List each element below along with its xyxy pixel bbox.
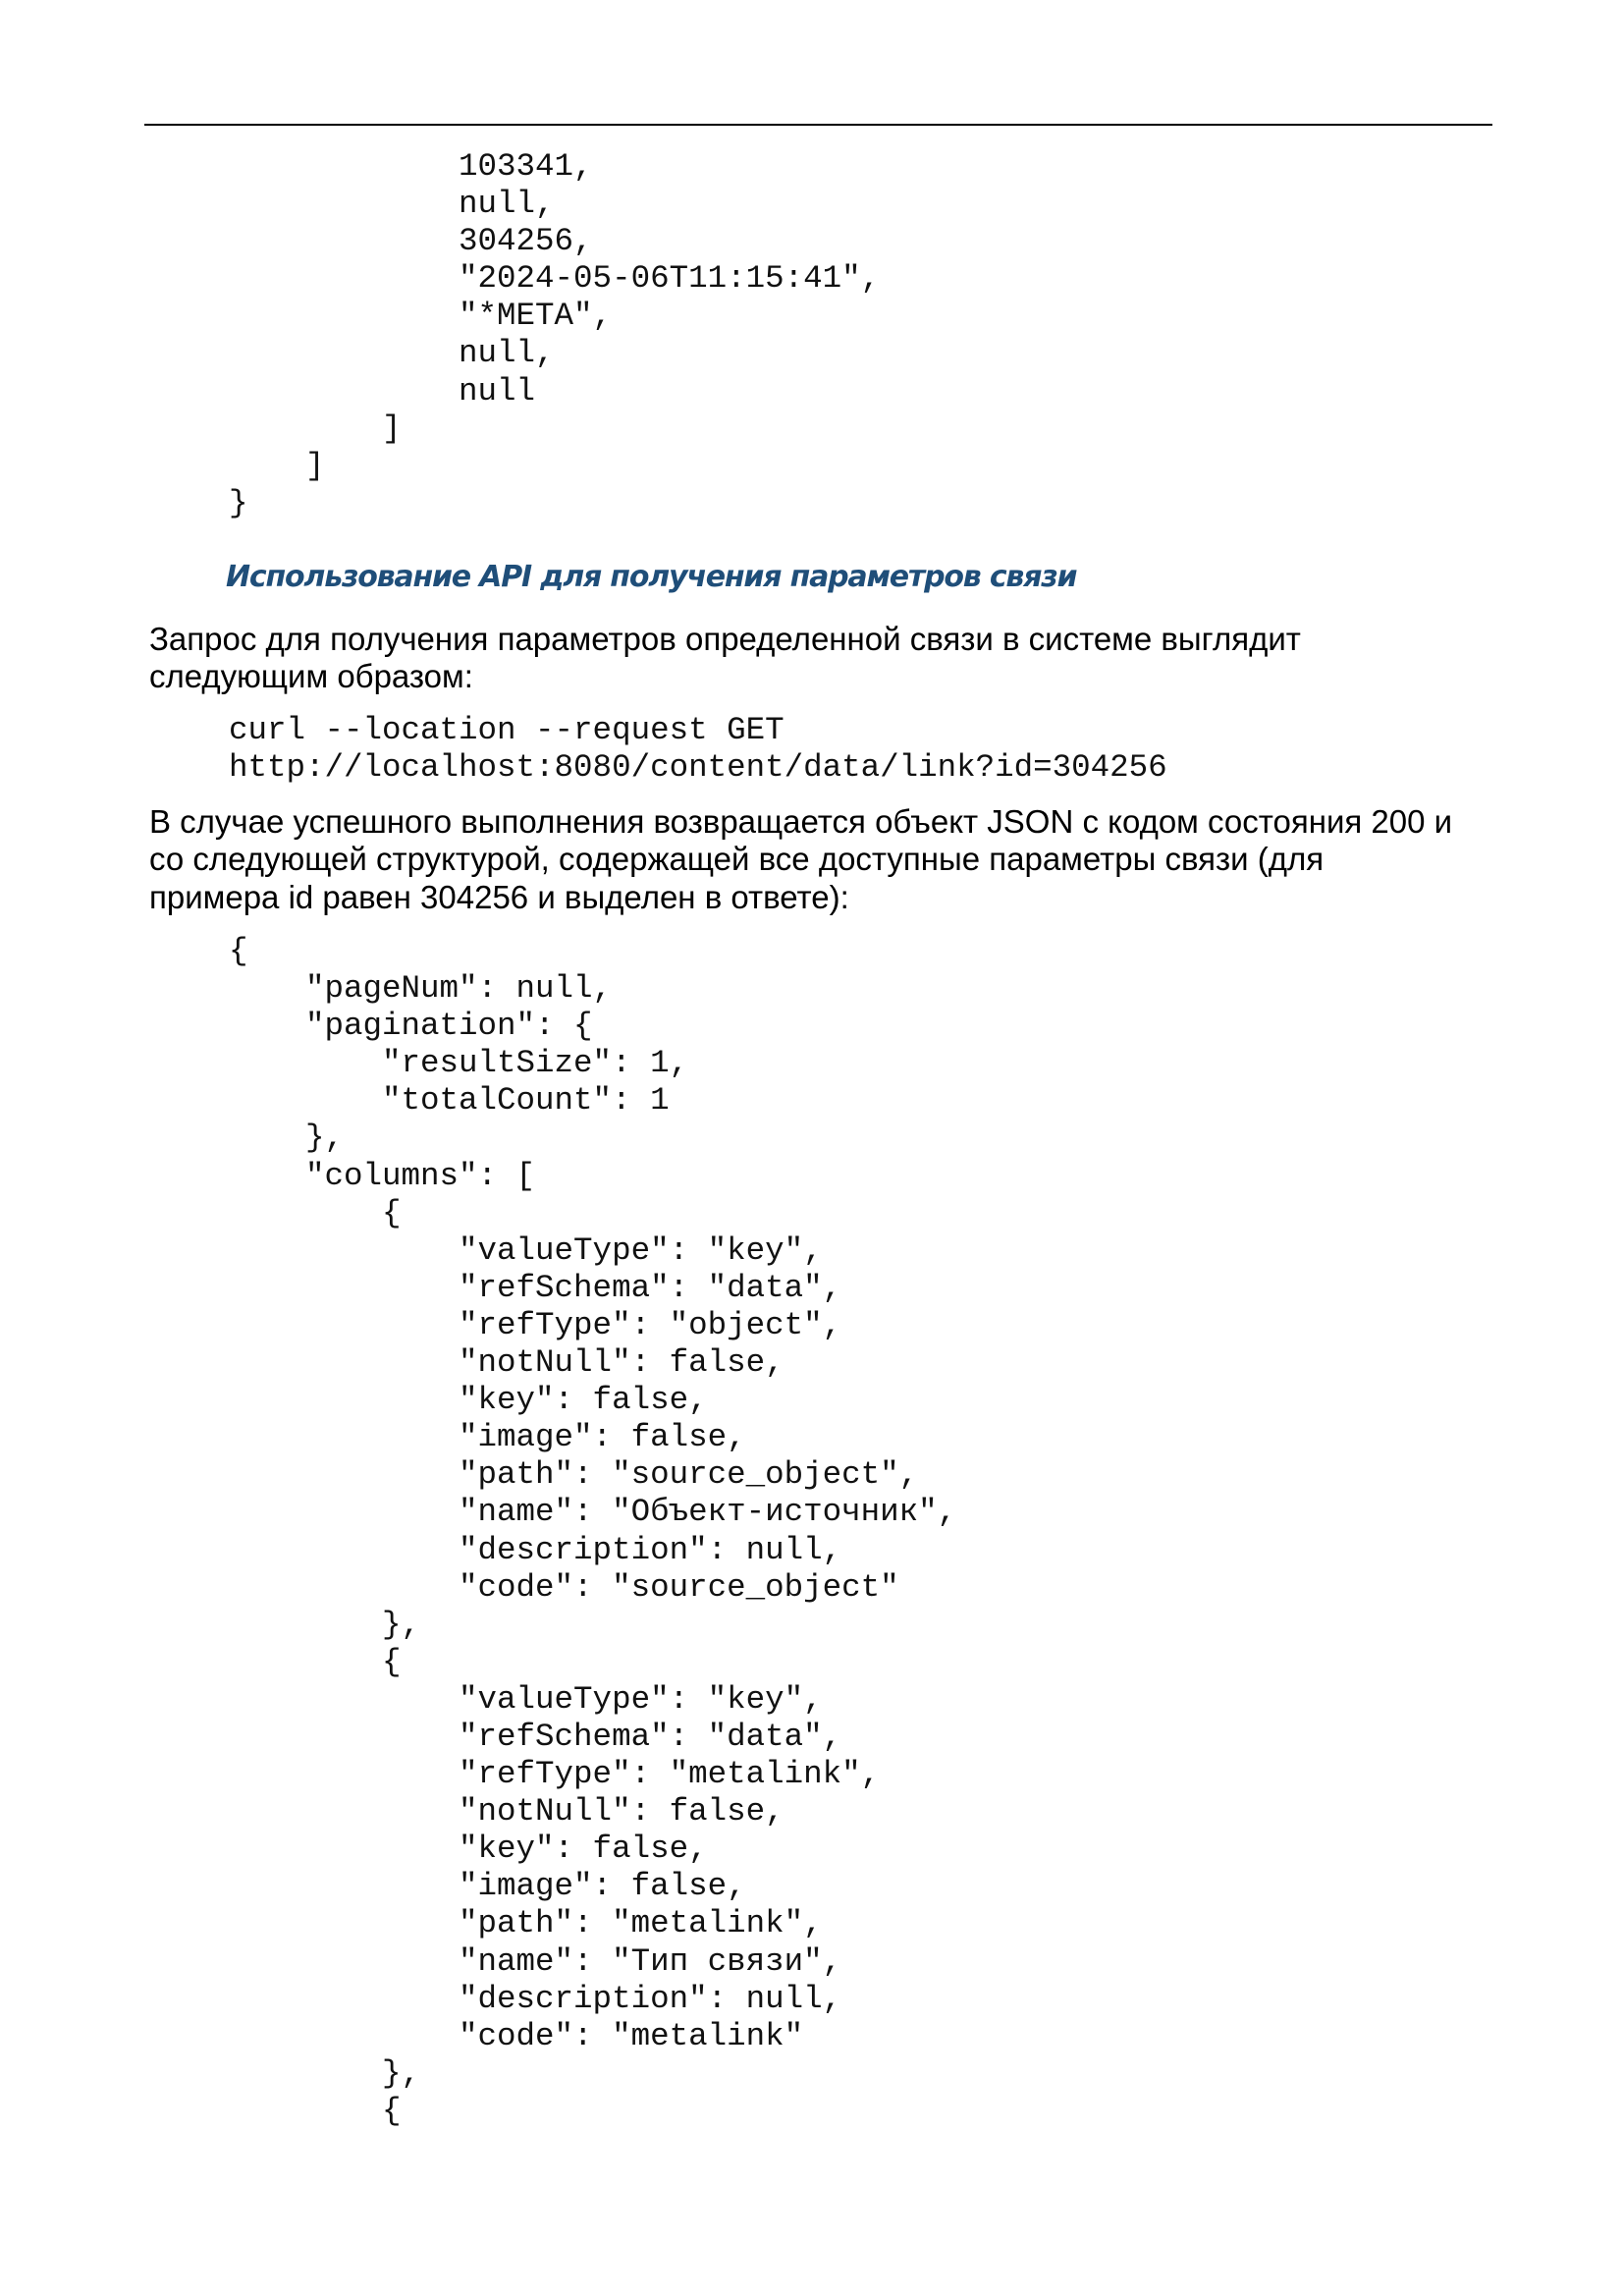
code-line: "code": "source_object": [229, 1568, 899, 1606]
code-line: ]: [229, 410, 402, 447]
code-line: "notNull": false,: [229, 1793, 784, 1831]
code-line: {: [229, 1194, 402, 1231]
code-block-top: [229, 148, 880, 522]
code-line: {: [229, 1643, 402, 1680]
code-line: }: [229, 484, 248, 521]
code-line: "description": null,: [229, 1531, 842, 1568]
header-rule: [144, 124, 1492, 126]
section-heading: Использование API для получения параметров связи: [226, 560, 1077, 594]
code-line: "image": false,: [229, 1868, 746, 1905]
code-line: "notNull": false,: [229, 1344, 784, 1382]
code-line: "columns": [: [229, 1157, 536, 1194]
code-line: {: [229, 933, 248, 969]
code-line: "pagination": {: [229, 1008, 593, 1045]
text-line: В случае успешного выполнения возвращается объект JSON с кодом состояния 200 и: [149, 803, 1453, 840]
code-line: "path": "metalink",: [229, 1905, 823, 1942]
code-line: "2024-05-06T11:15:41",: [229, 260, 881, 298]
code-line: "totalCount": 1: [229, 1082, 670, 1120]
code-line: "name": "Объект-источник",: [229, 1494, 957, 1531]
result-paragraph: [149, 803, 1504, 916]
code-line: "refType": "object",: [229, 1306, 842, 1343]
code-line: 103341,: [229, 148, 593, 185]
code-line: "refSchema": "data",: [229, 1269, 842, 1306]
text-line: Запрос для получения параметров определенной связи в системе выглядит: [149, 621, 1301, 657]
code-line: "refType": "metalink",: [229, 1756, 881, 1793]
code-line: "resultSize": 1,: [229, 1045, 689, 1082]
code-line: "pageNum": null,: [229, 970, 613, 1008]
code-line: },: [229, 2054, 421, 2092]
json-response-code: [229, 933, 956, 2130]
code-line: 304256,: [229, 223, 593, 260]
text-line: следующим образом:: [149, 658, 473, 695]
code-line: "name": "Тип связи",: [229, 1942, 842, 1980]
code-line: "key": false,: [229, 1382, 708, 1419]
code-line: null,: [229, 335, 555, 372]
code-line: "valueType": "key",: [229, 1231, 823, 1269]
code-line: "description": null,: [229, 1980, 842, 2017]
code-line: "*META",: [229, 298, 613, 335]
code-line: },: [229, 1120, 345, 1157]
code-line: curl --location --request GET: [229, 712, 784, 748]
code-line: "image": false,: [229, 1419, 746, 1456]
text-line: примера id равен 304256 и выделен в ответе):: [149, 878, 849, 915]
code-line: {: [229, 2092, 402, 2129]
code-line: "key": false,: [229, 1831, 708, 1868]
text-line: со следующей структурой, содержащей все доступные параметры связи (для: [149, 841, 1325, 878]
code-line: http://localhost:8080/content/data/link?id=304256: [229, 749, 1167, 787]
code-line: "valueType": "key",: [229, 1680, 823, 1718]
code-line: null: [229, 372, 536, 410]
intro-paragraph: [149, 621, 1504, 696]
code-line: },: [229, 1606, 421, 1643]
code-line: "refSchema": "data",: [229, 1718, 842, 1755]
code-line: ]: [229, 447, 325, 484]
curl-command: [229, 712, 1167, 787]
code-line: null,: [229, 186, 555, 223]
code-line: "path": "source_object",: [229, 1456, 919, 1494]
code-line: "code": "metalink": [229, 2017, 804, 2054]
